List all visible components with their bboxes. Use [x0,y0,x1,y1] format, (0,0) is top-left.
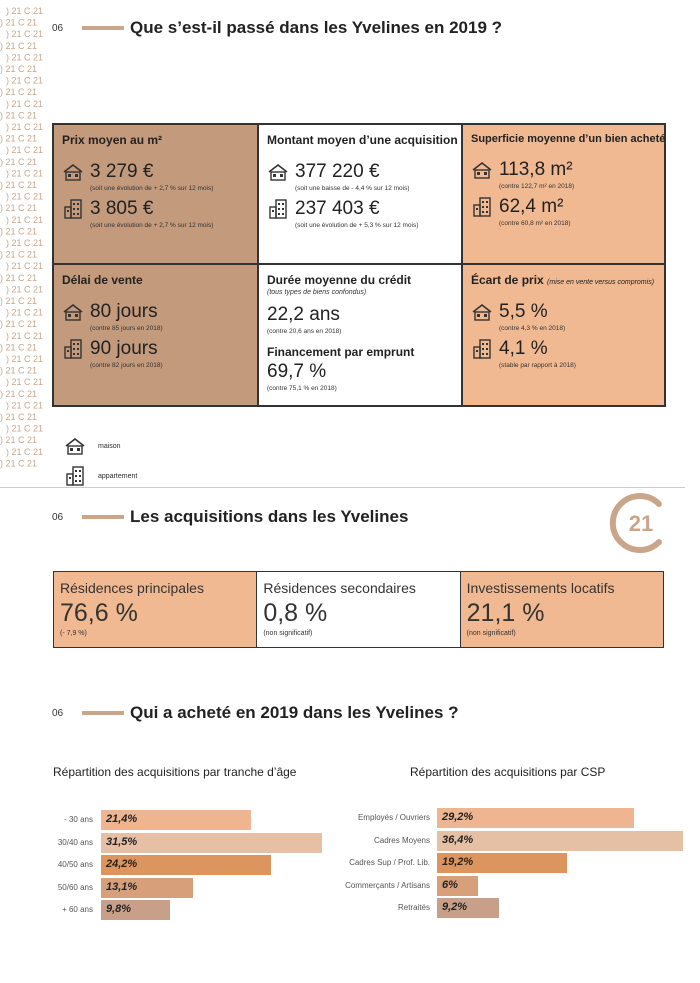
acq-label: Résidences principales [60,580,204,596]
apartment-row [62,198,249,229]
page-divider [0,487,685,488]
strip-motif: ) 21 C 21 [6,29,44,40]
strip-motif: ) 21 C 21 [6,168,44,179]
apartment-note: (contre 60,8 m² en 2018) [499,220,571,227]
credit-note: (contre 20,6 ans en 2018) [267,328,342,335]
bar-category-label: 40/50 ans [57,860,93,869]
bar-category-label: 50/60 ans [57,882,93,892]
bar-category-label: Retraités [397,903,430,912]
section-number: 06 [52,22,64,34]
acquisitions-table [53,571,664,648]
apartment-icon [267,198,289,220]
apartment-note: (contre 82 jours en 2018) [90,362,163,369]
apartment-icon [64,465,86,487]
house-value: 80 jours [90,301,158,322]
apartment-note: (soit une évolution de + 2,7 % sur 12 mois) [90,222,214,229]
house-note: (contre 85 jours en 2018) [90,325,163,332]
section-header-buyers [52,703,459,723]
strip-motif: ) 21 C 21 [0,133,38,144]
house-row [471,301,656,332]
strip-motif: ) 21 C 21 [6,423,44,434]
cell-montant [258,124,462,264]
strip-motif: ) 21 C 21 [0,272,38,283]
acq-value: 21,1 % [466,599,545,627]
cell-title: Montant moyen d’une acquisition [267,133,458,147]
acq-note: (non significatif) [466,630,516,637]
acq-residences-secondaires [257,572,460,647]
bar-category-label: 30/40 ans [57,837,93,847]
strip-motif: ) 21 C 21 [6,400,44,411]
section-bar [82,515,124,519]
cell-credit [258,264,462,406]
legend-apartment-label: appartement [98,472,138,480]
strip-motif: ) 21 C 21 [0,40,38,51]
apartment-value: 237 403 € [295,198,380,219]
strip-motif: ) 21 C 21 [6,214,44,225]
strip-motif: ) 21 C 21 [0,319,38,330]
strip-motif: ) 21 C 21 [6,122,44,132]
apartment-value: 3 805 € [90,198,154,219]
legend-house-label: maison [98,442,121,450]
apartment-value: 4,1 % [499,338,548,359]
strip-motif: ) 21 C 21 [6,98,44,109]
cell-ecart [462,264,665,406]
logo-text: 21 [628,511,654,536]
apartment-icon [62,338,84,360]
cell-title: Durée moyenne du crédit [267,273,412,287]
cell-title: Superficie moyenne d’un bien acheté [471,133,666,145]
house-icon [471,159,493,181]
house-note: (soit une évolution de + 2,7 % sur 12 mois) [90,185,214,192]
strip-motif: ) 21 C 21 [6,238,44,248]
apartment-value: 90 jours [90,338,158,359]
section-bar [82,711,124,715]
decorative-logo-strip [0,0,44,480]
apartment-note: (stable par rapport à 2018) [499,362,576,369]
apartment-note: (soit une évolution de + 5,3 % sur 12 mois) [295,222,419,229]
strip-motif: ) 21 C 21 [0,226,38,237]
acq-label: Investissements locatifs [466,580,615,596]
bar-value-label: 36,4% [442,833,474,846]
bar-value-label: 19,2% [442,856,474,868]
cell-prix-m2 [53,124,258,264]
legend-house [64,435,137,457]
house-row [62,301,249,332]
credit-value: 22,2 ans [267,304,340,325]
bar-category-label: Employés / Ouvriers [357,813,430,822]
strip-motif: ) 21 C 21 [6,261,44,272]
legend-apartment [64,465,137,487]
financing-note: (contre 75,1 % en 2018) [267,385,337,392]
house-value: 5,5 % [499,301,548,322]
financing-value: 69,7 % [267,361,327,382]
bar-value-label: 29,2% [442,811,474,823]
bar-category-label: Cadres Sup / Prof. Lib. [349,858,430,867]
house-icon [62,301,84,323]
strip-motif: ) 21 C 21 [6,145,44,156]
section-header-2019 [52,18,502,38]
apartment-row [471,196,656,227]
bar-value-label: 24,2% [106,858,138,870]
apartment-row [62,338,249,369]
strip-motif: ) 21 C 21 [6,330,44,341]
bar-value-label: 13,1% [106,880,138,893]
strip-motif: ) 21 C 21 [0,296,38,306]
bar-category-label: + 60 ans [62,905,93,914]
cell-title: Délai de vente [62,273,143,287]
apartment-value: 62,4 m² [499,196,564,217]
strip-motif: ) 21 C 21 [0,110,38,121]
indicators-grid [52,123,666,407]
strip-motif: ) 21 C 21 [0,64,38,74]
section-bar [82,26,124,30]
strip-motif: ) 21 C 21 [0,180,38,190]
strip-motif: ) 21 C 21 [6,377,44,388]
house-row [267,161,453,192]
bar-value-label: 6% [442,878,458,891]
strip-motif: ) 21 C 21 [0,156,38,167]
cell-title-text: Écart de prix [471,273,544,287]
strip-motif: ) 21 C 21 [0,342,38,353]
house-icon [471,301,493,323]
strip-motif: ) 21 C 21 [0,365,38,376]
acq-investissements-locatifs [461,572,663,647]
apartment-row [471,338,656,369]
bar-category-label: Cadres Moyens [373,835,430,845]
house-icon [64,435,86,457]
house-note: (contre 122,7 m² en 2018) [499,183,575,190]
section-number: 06 [52,707,64,719]
section-title: Qui a acheté en 2019 dans les Yvelines ? [130,703,459,722]
acq-value: 76,6 % [60,599,138,627]
strip-motif: ) 21 C 21 [6,446,44,457]
cell-superficie [462,124,665,264]
strip-motif: ) 21 C 21 [0,87,38,98]
strip-motif: ) 21 C 21 [6,284,44,295]
bar-category-label: Commerçants / Artisans [345,880,430,890]
cell-title: Prix moyen au m² [62,133,163,147]
section-title: Que s’est-il passé dans les Yvelines en 2019 ? [130,18,502,37]
cell-title-2: Financement par emprunt [267,345,415,359]
cell-title [471,273,656,287]
apartment-icon [471,196,493,218]
apartment-icon [62,198,84,220]
cell-subtitle: (tous types de biens confondus) [267,289,367,296]
strip-motif: ) 21 C 21 [6,52,44,63]
strip-motif: ) 21 C 21 [0,249,38,260]
acq-note: (non significatif) [263,630,313,637]
logo-pattern [0,0,44,480]
strip-motif: ) 21 C 21 [6,307,44,318]
bar-value-label: 31,5% [106,835,138,848]
house-note: (soit une baisse de - 4,4 % sur 12 mois) [295,185,410,192]
cell-subtitle: (mise en vente versus compromis) [547,279,655,286]
section-title: Les acquisitions dans les Yvelines [130,507,409,526]
house-icon [267,161,289,183]
age-chart-title: Répartition des acquisitions par tranche d’âge [53,765,297,779]
cell-delai [53,264,258,406]
house-value: 377 220 € [295,161,380,182]
strip-motif: ) 21 C 21 [6,191,44,202]
house-value: 113,8 m² [499,159,573,180]
house-note: (contre 4,3 % en 2018) [499,325,566,332]
section-header-acquisitions [52,507,408,527]
bar-value-label: 21,4% [106,813,138,825]
strip-motif: ) 21 C 21 [0,17,38,28]
strip-motif: ) 21 C 21 [0,458,38,469]
csp-chart-title: Répartition des acquisitions par CSP [410,765,606,779]
apartment-row [267,198,453,229]
house-row [62,161,249,192]
apartment-icon [471,338,493,360]
icon-legend [64,435,137,495]
century21-logo [607,490,673,556]
strip-motif: ) 21 C 21 [0,412,38,422]
strip-motif: ) 21 C 21 [6,6,44,16]
strip-motif: ) 21 C 21 [6,75,44,86]
acq-value: 0,8 % [263,599,328,627]
strip-motif: ) 21 C 21 [0,435,38,446]
section-number: 06 [52,511,64,523]
strip-motif: ) 21 C 21 [0,203,38,214]
house-icon [62,161,84,183]
bar-value-label: 9,2% [442,901,468,913]
bar [437,831,683,851]
bar-value-label: 9,8% [106,903,132,915]
acq-residences-principales [54,572,257,647]
strip-motif: ) 21 C 21 [6,354,44,364]
house-value: 3 279 € [90,161,154,182]
house-row [471,159,656,190]
strip-motif: ) 21 C 21 [0,388,38,399]
acq-label: Résidences secondaires [263,580,416,596]
bar-category-label: - 30 ans [64,815,93,824]
acq-note: (- 7,9 %) [60,630,87,637]
